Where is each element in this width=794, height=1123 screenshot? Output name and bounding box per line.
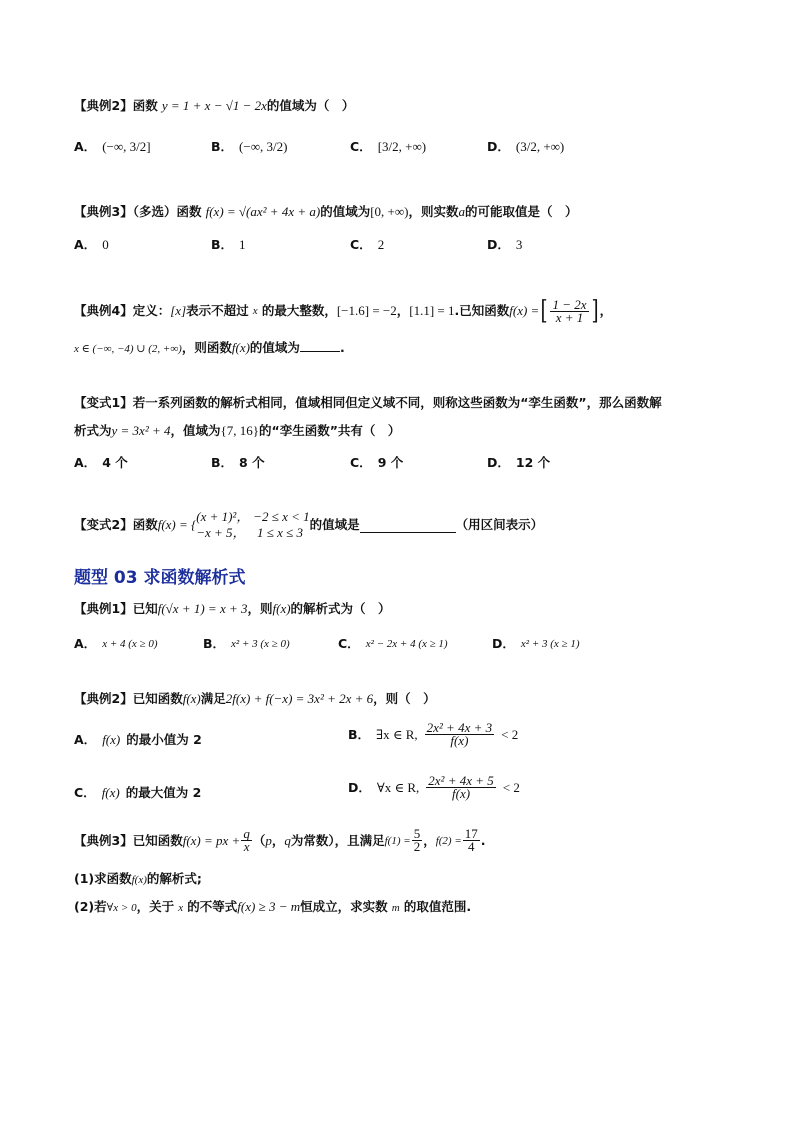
option-d[interactable] [492, 634, 580, 654]
fraction-denominator: x + 1 [555, 309, 584, 325]
option-text: [3/2, +∞) [377, 139, 427, 154]
math-formula: 2f(x) + f(−x) = 3x² + 2x + 6 [225, 691, 374, 706]
math-formula: f(x) = px + [182, 832, 241, 848]
case-expr: (x + 1)²， [196, 509, 250, 524]
question-text: . [480, 832, 486, 848]
math-inequality: < 2 [501, 726, 519, 742]
option-letter: A． [74, 636, 97, 651]
question-text: 定义： [132, 303, 171, 318]
fraction [550, 296, 588, 325]
option-a[interactable] [74, 453, 128, 473]
question-text: ，则 [247, 601, 273, 616]
math-formula: f(x) [182, 691, 201, 706]
option-text: 4 个 [102, 455, 128, 470]
separator: ， [396, 303, 410, 318]
fraction [425, 722, 494, 747]
math-formula: y = 1 + x − √1 − 2x [161, 98, 267, 113]
option-a[interactable] [74, 137, 151, 157]
fraction-denominator: f(x) [450, 733, 469, 748]
question-tag: 【典例2】 [74, 98, 133, 113]
math-condition: f(1) = [384, 834, 411, 847]
question-q8-sub1 [74, 869, 202, 890]
question-tag: 【变式1】 [74, 395, 133, 410]
option-letter: B． [211, 455, 234, 470]
question-text: 恒成立，求实数 [300, 899, 388, 914]
option-text: x² + 3 (x ≥ 0) [231, 638, 290, 650]
fraction-denominator: x [243, 839, 250, 854]
math-formula: f(x) = [509, 303, 540, 318]
option-letter: C． [350, 455, 372, 470]
fraction [463, 828, 480, 853]
question-text: 的取值范围. [403, 899, 472, 914]
question-tag: 【典例4】 [74, 303, 133, 318]
question-text: ，关于 [136, 899, 175, 914]
question-q5 [74, 509, 543, 541]
math-example: [−1.6] = −2 [336, 303, 397, 318]
question-text: 的值域为（ ） [266, 98, 355, 113]
question-text: . [339, 340, 345, 355]
option-letter: A． [74, 455, 97, 470]
option-a[interactable] [74, 235, 109, 255]
bracket-left: [ [540, 296, 548, 326]
fraction-denominator: f(x) [452, 786, 471, 801]
option-text: 0 [102, 237, 109, 252]
fraction-numerator: q [243, 826, 250, 841]
question-text: （ [252, 832, 266, 848]
option-text: 3 [515, 237, 523, 252]
question-tag: 【典例1】 [74, 601, 133, 616]
question-q8-sub2 [74, 897, 471, 918]
option-c[interactable] [350, 235, 384, 255]
question-text: ，则实数 [408, 204, 459, 219]
option-letter: D． [487, 139, 510, 154]
option-letter: D． [348, 779, 371, 795]
fraction-numerator: 5 [413, 826, 421, 841]
fraction [426, 775, 495, 800]
question-text: 满足 [200, 691, 226, 706]
question-text: 的最大整数， [261, 303, 337, 318]
separator: ， [423, 832, 436, 848]
question-text: （多选）函数 [132, 204, 202, 219]
option-text: x² − 2x + 4 (x ≥ 1) [365, 638, 448, 650]
question-text: （用区间表示） [455, 517, 544, 532]
separator: ， [599, 303, 613, 318]
question-text: 的值域为 [249, 340, 300, 355]
option-letter: A． [74, 732, 97, 747]
math-var: m [391, 902, 400, 914]
case-row [196, 509, 309, 525]
question-text: (2)若 [74, 899, 107, 914]
option-text: (−∞, 3/2) [239, 139, 288, 154]
math-condition: f(2) = [435, 834, 462, 847]
option-c[interactable] [350, 137, 426, 157]
math-var: q [284, 832, 291, 848]
option-c[interactable] [350, 453, 403, 473]
question-text: 已知函数 [132, 691, 183, 706]
question-tag: 【典例3】 [74, 204, 133, 219]
math-formula: f(x) = √(ax² + 4x + a) [205, 204, 321, 219]
question-text: 的“孪生函数”共有（ ） [259, 423, 401, 438]
option-letter: A． [74, 237, 97, 252]
answer-blank[interactable] [360, 518, 456, 533]
floor-bracket: [x] [170, 303, 187, 318]
fraction-numerator: 2x² + 4x + 3 [426, 720, 493, 735]
option-text: 12 个 [515, 455, 551, 470]
option-text: 2 [377, 237, 385, 252]
math-condition: ∀x > 0 [106, 902, 137, 914]
question-text: ，值域为 [170, 423, 221, 438]
math-domain: x ∈ (−∞, −4) ∪ (2, +∞) [74, 343, 182, 355]
math-inequality: f(x) ≥ 3 − m [237, 899, 301, 914]
question-text: 的值域是 [309, 517, 360, 532]
answer-blank[interactable] [300, 351, 340, 352]
question-text: 已知函数 [132, 832, 183, 848]
option-text: x² + 3 (x ≥ 1) [520, 638, 580, 650]
question-q1 [74, 96, 354, 117]
question-text: ，则函数 [181, 340, 232, 355]
math-formula: f(√x + 1) = x + 3 [157, 601, 248, 616]
separator: ， [271, 832, 285, 848]
question-q8 [74, 828, 486, 853]
math-example: [1.1] = 1 [409, 303, 455, 318]
option-b[interactable] [211, 137, 287, 157]
math-var: a [458, 204, 465, 219]
fraction-numerator: 2x² + 4x + 5 [428, 773, 494, 788]
option-a[interactable] [74, 730, 202, 750]
option-letter: C． [350, 237, 372, 252]
option-b[interactable] [348, 722, 518, 747]
option-text: 的最大值为 2 [125, 785, 202, 800]
option-text: (−∞, 3/2] [102, 139, 151, 154]
question-q7 [74, 689, 436, 710]
fraction-numerator: 17 [464, 826, 478, 841]
case-row [196, 525, 309, 541]
option-letter: D． [487, 455, 510, 470]
option-d[interactable] [487, 453, 550, 473]
math-var: x [175, 303, 182, 318]
math-var: x [178, 902, 184, 914]
question-text: 析式为 [74, 423, 112, 438]
piecewise-cases [196, 509, 309, 541]
option-letter: D． [492, 636, 515, 651]
question-tag: 【变式2】 [74, 517, 133, 532]
question-text: 的解析式; [146, 871, 202, 886]
question-text: 的解析式为（ ） [290, 601, 391, 616]
question-q6 [74, 599, 391, 620]
question-text: 为常数），且满足 [290, 832, 385, 848]
question-tag: 【典例3】 [74, 832, 133, 848]
question-text: 函数 [132, 517, 158, 532]
option-text: 的最小值为 2 [126, 732, 202, 747]
option-letter: C． [338, 636, 360, 651]
option-letter: C． [350, 139, 372, 154]
math-range: [0, +∞) [370, 204, 409, 219]
math-formula: f(x) [131, 874, 147, 886]
option-d[interactable] [348, 775, 520, 800]
case-cond: −2 ≤ x < 1 [253, 509, 310, 524]
question-text: 函数 [132, 98, 158, 113]
option-text: x + 4 (x ≥ 0) [102, 638, 158, 650]
question-text: (1)求函数 [74, 871, 132, 886]
question-tag: 【典例2】 [74, 691, 133, 706]
math-inequality: < 2 [502, 779, 520, 795]
option-letter: B． [211, 139, 234, 154]
math-quantifier: ∃x ∈ R, [376, 726, 418, 742]
math-formula: f(x) [102, 732, 121, 747]
fraction-denominator: 4 [468, 839, 475, 854]
math-quantifier: ∀x ∈ R, [376, 779, 420, 795]
option-text: 8 个 [239, 455, 265, 470]
fraction-numerator: 1 − 2x [552, 296, 587, 312]
option-c[interactable] [74, 783, 201, 803]
option-letter: B． [348, 726, 371, 742]
question-text: 的不等式 [187, 899, 238, 914]
option-letter: D． [487, 237, 510, 252]
option-d[interactable] [487, 137, 564, 157]
math-formula: f(x) [231, 340, 250, 355]
fraction [412, 828, 423, 853]
bracket-right: ] [591, 296, 599, 326]
question-q4 [74, 393, 662, 414]
option-letter: A． [74, 139, 97, 154]
option-b[interactable] [211, 453, 265, 473]
math-var: x [252, 305, 258, 317]
option-text: 9 个 [377, 455, 404, 470]
fraction [241, 828, 252, 853]
question-text: 若一系列函数的解析式相同，值域相同但定义域不同，则称这些函数为“孪生函数”，那么函数解 [132, 395, 662, 410]
question-text: 的值域为 [320, 204, 371, 219]
option-a[interactable] [74, 634, 158, 654]
case-expr: −x + 5， [196, 525, 246, 540]
question-text: 已知 [132, 601, 158, 616]
question-text: 的可能取值是（ ） [465, 204, 578, 219]
option-letter: C． [74, 785, 96, 800]
option-b[interactable] [203, 634, 290, 654]
math-formula: y = 3x² + 4 [111, 423, 171, 438]
option-text: (3/2, +∞) [515, 139, 565, 154]
fraction-denominator: 2 [413, 839, 421, 854]
math-formula: f(x) = { [157, 517, 197, 532]
question-text: .已知函数 [454, 303, 510, 318]
option-letter: B． [203, 636, 226, 651]
question-q4-line2 [74, 421, 400, 442]
question-q3-line2 [74, 338, 345, 359]
math-set: {7, 16} [220, 423, 259, 438]
question-q2 [74, 202, 578, 223]
option-text: 1 [239, 237, 246, 252]
question-text: 表示不超过 [186, 303, 249, 318]
section-heading: 题型 03 求函数解析式 [74, 568, 246, 588]
option-c[interactable] [338, 634, 448, 654]
math-formula: f(x) [272, 601, 291, 616]
case-cond: 1 ≤ x ≤ 3 [257, 525, 304, 540]
option-d[interactable] [487, 235, 522, 255]
question-text: ，则（ ） [373, 691, 436, 706]
option-letter: B． [211, 237, 234, 252]
option-b[interactable] [211, 235, 246, 255]
question-q3 [74, 298, 612, 324]
math-var: p [265, 832, 272, 848]
math-formula: f(x) [101, 785, 120, 800]
